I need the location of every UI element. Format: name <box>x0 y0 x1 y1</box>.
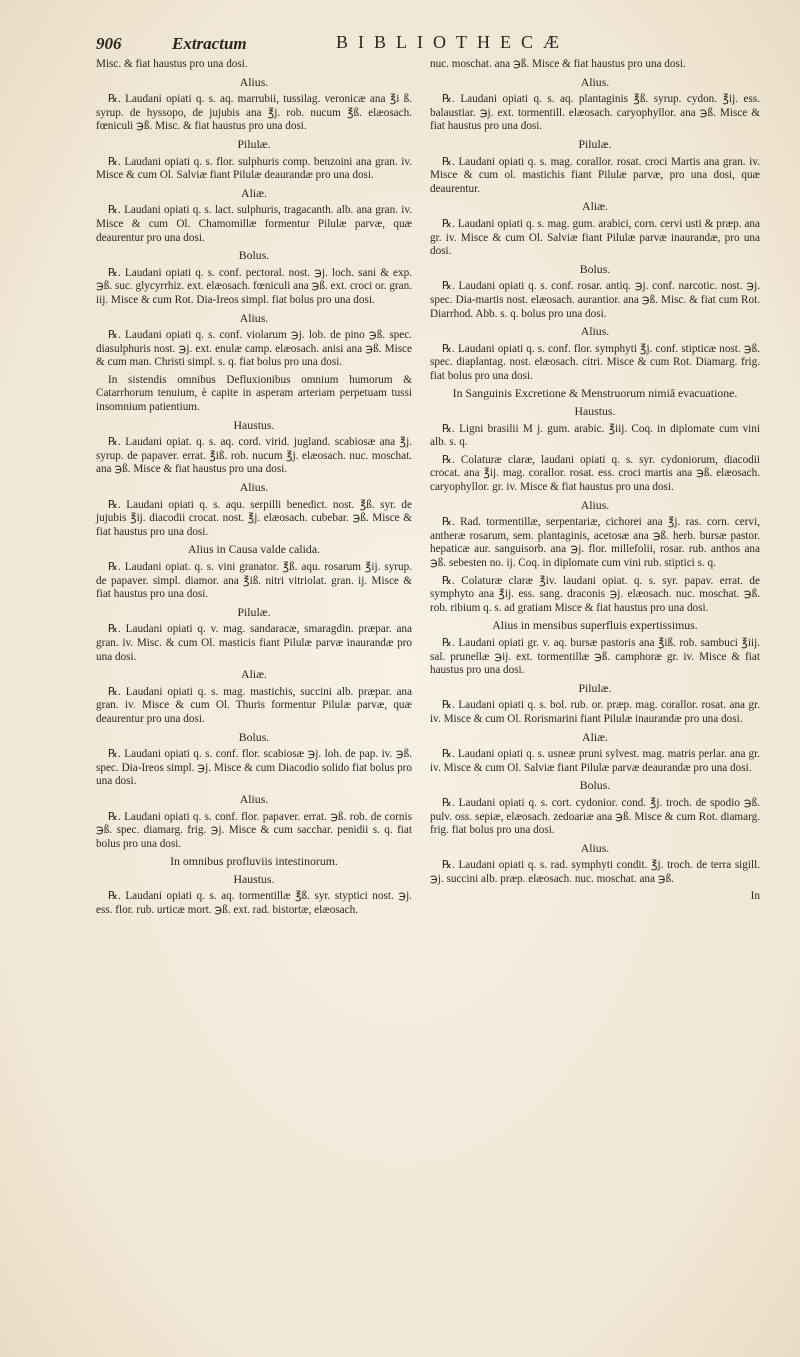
section-heading: Aliæ. <box>582 729 608 744</box>
section-heading: Haustus. <box>233 871 275 886</box>
section-heading: Alius. <box>239 74 269 89</box>
left-column <box>96 58 412 922</box>
subsection-heading: In omnibus profluviis intestinorum. <box>170 854 338 869</box>
recipe-paragraph: nuc. moschat. ana ℈ß. Misce & fiat haustus pro una dosi. <box>430 58 686 70</box>
section-heading: Alius. <box>580 324 610 339</box>
recipe-paragraph: ℞. Laudani opiati q. s. conf. flor. scabiosæ ℈j. loh. de pap. iv. ℈ß. spec. Dia-Ireos simpl. ℈j. Misce & cum Diacodio solido fiat bolus pro una dosi. <box>96 748 412 788</box>
section-heading: Haustus. <box>233 417 275 432</box>
recipe-paragraph: ℞. Laudani opiati q. s. conf. flor. papaver. errat. ℈ß. rob. de cornis ℈ß. spec. diamarg. frig. ℈j. Misce & cum sacchar. penidii s. q. fiat bolus pro una dosi. <box>96 810 412 850</box>
section-heading: Bolus. <box>579 261 611 276</box>
subsection-heading: In Sanguinis Excretione & Menstruorum nimiâ evacuatione. <box>452 386 738 401</box>
recipe-paragraph: ℞. Laudani opiat. q. s. aq. cord. virid. jugland. scabiosæ ana ℥j. syrup. de papaver. errat. ℥iß. rob. nucum ℥j. elæosach. nuc. moschat. ana ℈ß. Misce & fiat haustus pro una dosi. <box>96 436 412 476</box>
recipe-paragraph: ℞. Laudani opiati q. s. mag. gum. arabici, corn. cervi usti & præp. ana gr. iv. Misce & cum Ol. Salviæ fiant Pilulæ parvæ inaurandæ, pro una dosi. <box>430 217 760 258</box>
recipe-paragraph: ℞. Laudani opiati q. s. aq. marrubii, tussilag. veronicæ ana ℥i ß. syrup. de hyssopo, de jujubis ana ℥j. rob. nucum ℥ß. elæosach. fœniculi ℈ß. Misc. & fiat haustus pro una dosi. <box>96 93 412 133</box>
section-heading: Bolus. <box>579 778 611 793</box>
recipe-paragraph: ℞. Colaturæ claræ ℥iv. laudani opiat. q. s. syr. papav. errat. de symphyto ana ℥ij. ess. sang. draconis ℈j. elæosach. nuc. moschat. ℈ß. rob. ribium q. s. ad gratiam Misce & fiat haustus pro una dosi. <box>430 574 760 614</box>
page-number: 906 <box>96 34 122 53</box>
section-heading: Pilulæ. <box>237 604 271 619</box>
header-extract: Extractum <box>172 34 247 53</box>
recipe-paragraph: In sistendis omnibus Defluxionibus omnium humorum & Catarrhorum tenuium, è capite in asperam arteriam perpetuam tussi insomnium patientium. <box>96 373 412 414</box>
recipe-paragraph: ℞. Laudani opiati q. s. mag. mastichis, succini alb. præpar. ana gran. iv. Misce & cum Ol. Thuris formentur Pilulæ parvæ, quæ deaurentur pro una dosi. <box>96 685 412 725</box>
section-heading: Alius. <box>239 791 269 806</box>
recipe-paragraph: ℞. Laudani opiat. q. s. vini granator. ℥ß. aqu. rosarum ℥ij. syrup. de papaver. simpl. diamor. ana ℥iß. nitri vitriolat. gran. ij. Misce & fiat haustus pro una dosi. <box>96 561 412 601</box>
recipe-paragraph: ℞. Colaturæ claræ, laudani opiati q. s. syr. cydoniorum, diacodii crocat. ana ℥ij. mag. corallor. rosat. ess. croci martis ana ℈ß. elæosach. caryophyllor. gr. iv. Misce & fiat haustus pro una dosi. <box>430 453 760 494</box>
recipe-paragraph: ℞. Laudani opiati q. s. lact. sulphuris, tragacanth. alb. ana gran. iv. Misce & cum Ol. Chamomillæ formentur Pilulæ parvæ, quæ deaurentur pro una dosi. <box>96 204 412 244</box>
section-heading: Aliæ. <box>241 667 267 682</box>
recipe-paragraph: ℞. Laudani opiati q. v. mag. sandaracæ, smaragdin. præpar. ana gran. iv. Misc. & cum Ol. masticis fiant Pilulæ parvæ inaurandæ pro una dosi. <box>96 623 412 663</box>
catchword: In <box>750 890 760 903</box>
recipe-paragraph: ℞. Laudani opiati q. s. aqu. serpilli benedict. nost. ℥ß. syr. de jujubis ℥ij. diacodii crocat. nost. ℥j. elæosach. cubebar. ℈ß. Misce & fiat haustus pro una dosi. <box>96 498 412 538</box>
recipe-paragraph: ℞. Laudani opiati q. s. aq. tormentillæ ℥ß. syr. styptici nost. ℈j. ess. flor. rub. urticæ mort. ℈ß. ext. rad. bistortæ, elæosach. <box>96 890 412 917</box>
recipe-paragraph: ℞. Laudani opiati q. s. aq. plantaginis ℥ß. syrup. cydon. ℥ij. ess. balaustiar. ℈j. ext. tormentill. elæosach. caryophyllor. ana ℈ß. Misce & fiat haustus pro una dosi. <box>430 93 760 133</box>
section-heading: Pilulæ. <box>578 136 612 151</box>
recipe-paragraph: ℞. Laudani opiati q. s. bol. rub. or. præp. mag. corallor. rosat. ana gr. iv. Misce & cum Ol. Rorismarini fiant Pilulæ inaurandæ pro una dosi. <box>430 699 760 725</box>
recipe-paragraph: ℞. Laudani opiati q. s. flor. sulphuris comp. benzoini ana gran. iv. Misce & cum Ol. Salviæ fiant Pilulæ deaurandæ pro una dosi. <box>96 155 412 182</box>
recipe-paragraph: ℞. Laudani opiati q. s. conf. violarum ℈j. lob. de pino ℈ß. spec. diasulphuris nost. ℈j. ext. enulæ camp. elæosach. anisi ana ℈ß. Misce & cum man. Christi simpl. s. q. fiat bolus pro una dosi. <box>96 329 412 369</box>
section-heading: Aliæ. <box>241 185 267 200</box>
recipe-paragraph: ℞. Laudani opiati q. s. mag. corallor. rosat. croci Martis ana gran. iv. Misce & cum ol. mastichis fiant Pilulæ parvæ, pro una dosi, quæ deaurentur. <box>430 155 760 195</box>
section-heading: Alius. <box>239 480 269 495</box>
section-heading: Alius in Causa valde calida. <box>187 542 321 557</box>
recipe-paragraph: ℞. Laudani opiati q. s. conf. rosar. antiq. ℈j. conf. narcotic. nost. ℈j. spec. Dia-martis nost. elæosach. aurantior. ana ℈ß. Misc. & fiat cum Rot. Diarrhod. Abb. s. q. bolus pro una dosi. <box>430 280 760 320</box>
header-title: BIBLIOTHECÆ <box>336 32 569 52</box>
section-heading: Alius. <box>239 310 269 325</box>
recipe-paragraph: ℞. Laudani opiati q. s. usneæ pruni sylvest. mag. matris perlar. ana gr. iv. Misce & cum Ol. Salviæ fiant Pilulæ parvæ deaurandæ pro una dosi. <box>430 748 760 774</box>
section-heading: Bolus. <box>238 729 270 744</box>
recipe-paragraph: ℞. Laudani opiati q. s. cort. cydonior. cond. ℥j. troch. de spodio ℈ß. pulv. oss. sepiæ, elæosach. zedoariæ ana ℈ß. Misce & cum Rot. diamarg. frig. fiat bolus pro una dosi. <box>430 796 760 837</box>
recipe-paragraph: ℞. Laudani opiati q. s. rad. symphyti condit. ℥j. troch. de terra sigill. ℈j. succini alb. præp. elæosach. nuc. moschat. ana ℈ß. <box>430 859 760 885</box>
recipe-paragraph: ℞. Laudani opiati gr. v. aq. bursæ pastoris ana ℥iß. rob. sambuci ℥iij. sal. prunellæ ℈ij. ext. tormentillæ ℈ß. camphoræ gr. iv. Misce & fiat haustus pro una dosi. <box>430 636 760 677</box>
section-heading: Aliæ. <box>582 199 608 214</box>
section-heading: Pilulæ. <box>237 136 271 151</box>
recipe-paragraph: ℞. Ligni brasilii M j. gum. arabic. ℥iij. Coq. in diplomate cum vini alb. s. q. <box>430 422 760 449</box>
subsection-heading: Alius in mensibus superfluis expertissimus. <box>492 618 698 633</box>
right-column <box>430 58 760 904</box>
recipe-paragraph: ℞. Rad. tormentillæ, serpentariæ, cichorei ana ℥j. ras. corn. cervi, antheræ rosarum, sem. plantaginis, acetosæ ana ℈ß. herb. bursæ pastor. hepaticæ aur. sanguisorb. ana ℈j. flor. millefolii, rosar. rub. anthos ana ℈ß. sebesten no. ij. Coq. in diplomate cum vini rub. stiptici s. q. <box>430 516 760 569</box>
section-heading: Alius. <box>580 840 610 855</box>
section-heading: Alius. <box>580 497 610 512</box>
running-header <box>96 34 760 58</box>
section-heading: Pilulæ. <box>578 680 612 695</box>
recipe-paragraph: ℞. Laudani opiati q. s. conf. flor. symphyti ℥j. conf. stipticæ nost. ℈ß. spec. diaplantag. nost. elæosach. citri. Misce & cum Rot. Diamarg. frig. fiat bolus pro una dosi. <box>430 342 760 382</box>
recipe-paragraph: Misc. & fiat haustus pro una dosi. <box>96 58 248 70</box>
recipe-paragraph: ℞. Laudani opiati q. s. conf. pectoral. nost. ℈j. loch. sani & exp. ℈ß. suc. glycyrrhiz. ext. elæosach. fœniculi ana ℈ß. ext. croci or. gran. iij. Misce & cum Rot. Dia-Ireos simpl. fiat bolus pro una dosi. <box>96 266 412 306</box>
section-heading: Bolus. <box>238 248 270 263</box>
section-heading: Haustus. <box>574 404 616 419</box>
section-heading: Alius. <box>580 74 610 89</box>
